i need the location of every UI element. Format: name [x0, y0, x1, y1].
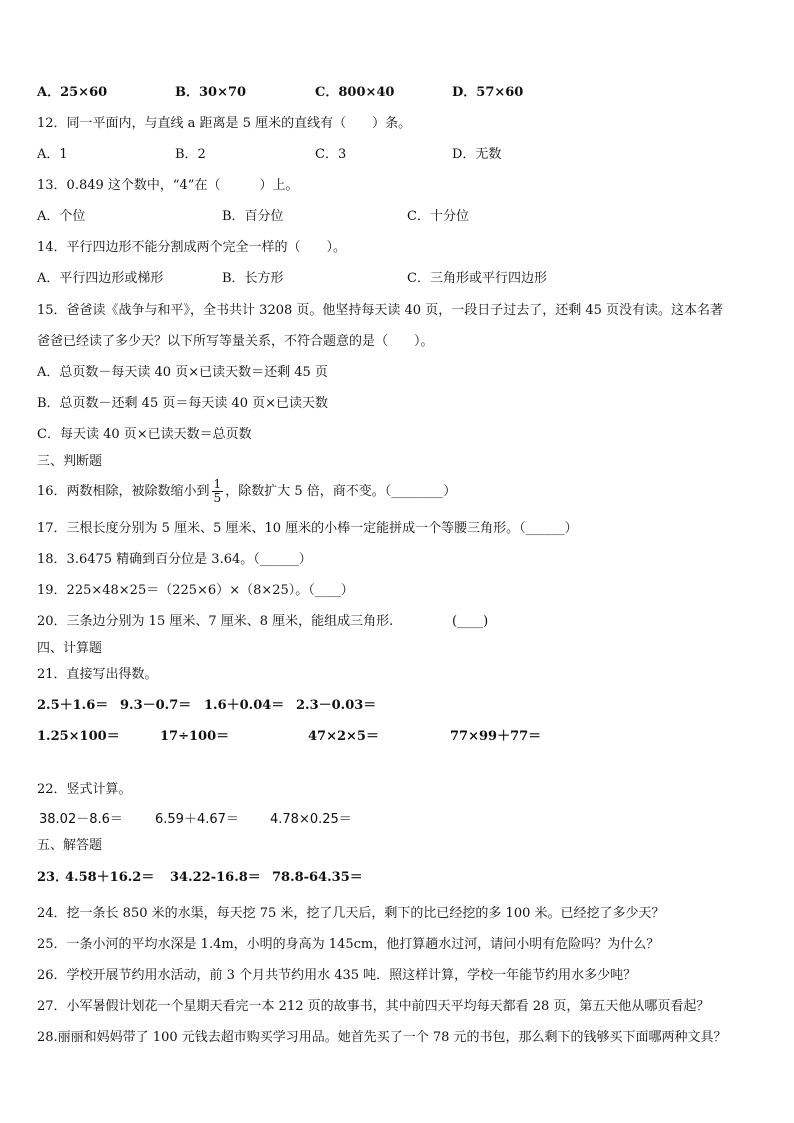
q16-fraction-numerator: 1 [213, 477, 222, 491]
q20-text: 20．三条边分别为 15 厘米、7 厘米、8 厘米，能组成三角形. [37, 614, 394, 629]
q15-option-b: B．总页数－还剩 45 页＝每天读 40 页×已读天数 [37, 396, 329, 411]
q22-item: 4.78×0.25＝ [270, 812, 352, 827]
q24: 24．挖一条长 850 米的水渠，每天挖 75 米，挖了几天后，剩下的比已经挖的多 100 米。已经挖了多少天？ [37, 906, 665, 921]
q21-item: 1.6＋0.04＝ [204, 698, 285, 713]
q22-item: 6.59＋4.67＝ [155, 812, 239, 827]
q22-item: 38.02－8.6＝ [39, 812, 123, 827]
q12-option-b: B．2 [175, 147, 206, 162]
q23-item: 4.58＋16.2＝ [65, 870, 155, 885]
q13-option-a: A．个位 [37, 209, 86, 224]
q12-option-a: A．1 [37, 147, 68, 162]
q18: 18．3.6475 精确到百分位是 3.64。（______） [37, 552, 312, 567]
q27: 27．小军暑假计划花一个星期天看完一本 212 页的故事书，其中前四天平均每天都看 28 页，第五天他从哪页看起？ [37, 999, 710, 1014]
q11-option-b: B．30×70 [175, 85, 247, 100]
q25: 25．一条小河的平均水深是 1.4m，小明的身高为 145cm，他打算趟水过河，请问小明有危险吗？为什么？ [37, 937, 660, 952]
q11-option-d: D．57×60 [452, 85, 524, 100]
q14-option-b: B．长方形 [222, 271, 284, 286]
q16-text-before: 16．两数相除，被除数缩小到 [37, 484, 210, 499]
q17: 17．三根长度分别为 5 厘米、5 厘米、10 厘米的小棒一定能拼成一个等腰三角形。（______） [37, 521, 578, 536]
q11-option-c: C．800×40 [315, 85, 395, 100]
q12-stem: 12．同一平面内，与直线 a 距离是 5 厘米的直线有（ ）条。 [37, 116, 412, 131]
q14-option-c: C．三角形或平行四边形 [407, 271, 547, 286]
q13-option-c: C．十分位 [407, 209, 469, 224]
q15-stem-line1: 15．爸爸读《战争与和平》，全书共计 3208 页。他坚持每天读 40 页，一段日子过去了，还剩 45 页没有读。这本名著 [37, 303, 724, 318]
q12-option-d: D．无数 [452, 147, 502, 162]
q23-item: 34.22-16.8＝ [170, 870, 261, 885]
section-heading-answers: 五、解答题 [37, 838, 103, 853]
q13-option-b: B．百分位 [222, 209, 284, 224]
q21-item: 9.3－0.7＝ [120, 698, 192, 713]
q21-item: 47×2×5＝ [308, 729, 379, 744]
q15-stem-line2: 爸爸已经读了多少天？以下所写等量关系，不符合题意的是（ ）。 [37, 334, 434, 349]
q16 [37, 478, 456, 506]
q21-item: 2.5＋1.6＝ [37, 698, 109, 713]
q23-label: 23． [37, 870, 69, 885]
q11-option-a: A．25×60 [37, 85, 108, 100]
q12-option-c: C．3 [315, 147, 347, 162]
q13-stem: 13．0.849 这个数中，“4”在（ ）上。 [37, 178, 299, 193]
q21-item: 2.3－0.03＝ [296, 698, 377, 713]
q21-item: 1.25×100＝ [37, 729, 120, 744]
section-heading-calculation: 四、计算题 [37, 641, 103, 656]
q21-stem: 21．直接写出得数。 [37, 667, 158, 682]
q16-text-after: ，除数扩大 5 倍，商不变。（________） [225, 484, 457, 499]
q15-option-a: A．总页数－每天读 40 页×已读天数＝还剩 45 页 [37, 365, 328, 380]
q14-stem: 14．平行四边形不能分割成两个完全一样的（ ）。 [37, 240, 347, 255]
q16-fraction-denominator: 5 [213, 491, 222, 505]
q14-option-a: A．平行四边形或梯形 [37, 271, 164, 286]
q15-option-c: C．每天读 40 页×已读天数＝总页数 [37, 427, 252, 442]
q19: 19．225×48×25＝（225×6）×（8×25）。（____） [37, 583, 354, 598]
q20-blank: (____) [452, 614, 489, 629]
q23-item: 78.8-64.35＝ [272, 870, 363, 885]
section-heading-judgement: 三、判断题 [37, 454, 103, 469]
q21-item: 77×99＋77＝ [450, 729, 542, 744]
q26: 26．学校开展节约用水活动，前 3 个月共节约用水 435 吨．照这样计算，学校一年能节约用水多少吨？ [37, 968, 637, 983]
q28: 28.丽丽和妈妈带了 100 元钱去超市购买学习用品。她首先买了一个 78 元的书包，那么剩下的钱够买下面哪两种文具？ [37, 1030, 727, 1045]
q21-item: 17÷100＝ [160, 729, 230, 744]
q22-stem: 22．竖式计算。 [37, 782, 132, 797]
q16-fraction [212, 478, 224, 505]
